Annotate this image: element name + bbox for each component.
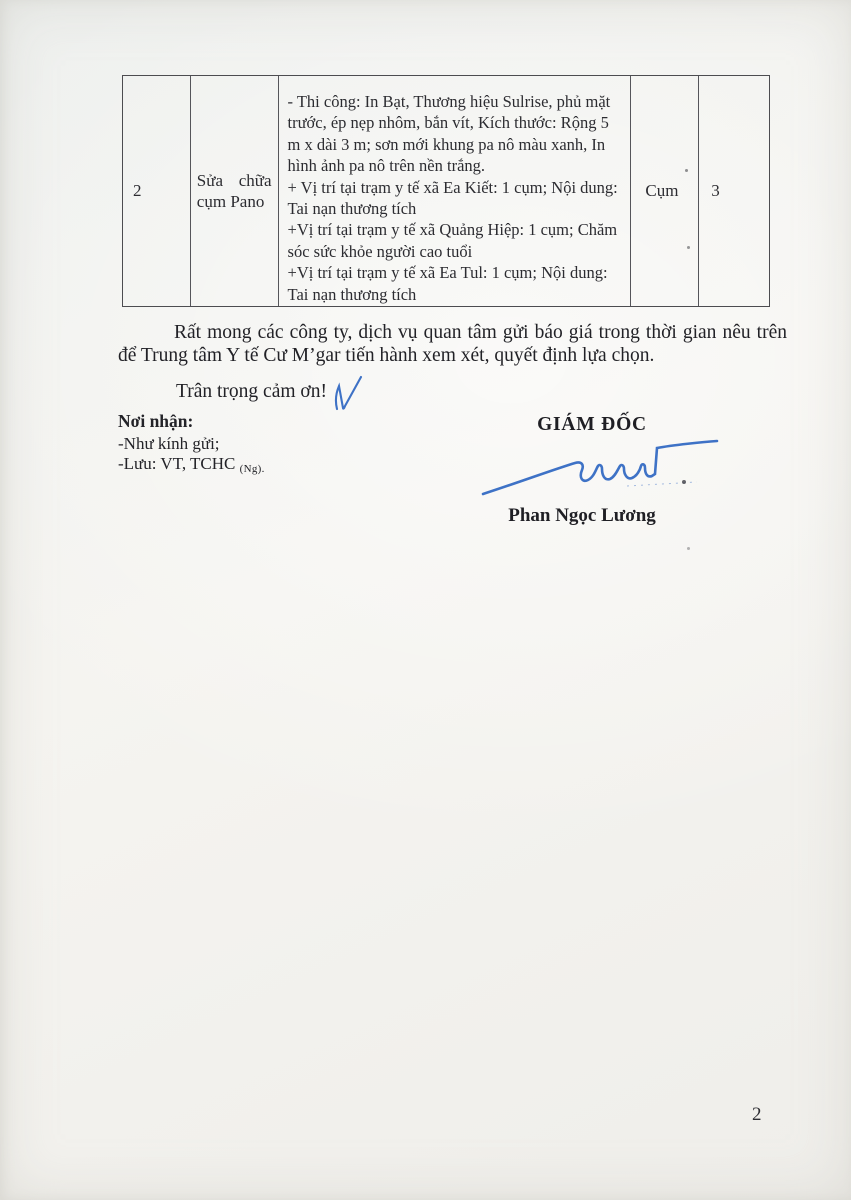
table-cell-unit [631, 76, 699, 306]
recipients-heading: Nơi nhận: [118, 411, 194, 431]
description-paragraph: + Vị trí tại trạm y tế xã Ea Kiết: 1 cụm; Nội dung: Tai nạn thương tích [287, 177, 618, 219]
scan-speckle [687, 246, 690, 249]
signer-name: Phan Ngọc Lương [508, 505, 656, 526]
description-paragraph: - Thi công: In Bạt, Thương hiệu Sulrise, phủ mặt trước, ép nẹp nhôm, bắn vít, Kích thước: Rộng 5 m x dài 3 m; sơn mới khung pa nô màu xanh, In hình ảnh pa nô trên nền trắng. [287, 92, 611, 176]
description-paragraph: +Vị trí tại trạm y tế xã Ea Tul: 1 cụm; Nội dung: Tai nạn thương tích [287, 263, 608, 304]
scan-speckle [682, 480, 686, 484]
ink-tick-icon [330, 373, 366, 419]
thanks-line: Trân trọng cảm ơn! [176, 381, 327, 402]
description-paragraph: +Vị trí tại trạm y tế xã Quảng Hiệp: 1 cụm; Chăm sóc sức khỏe người cao tuổi [287, 220, 618, 261]
recipients-line: -Như kính gửi; [118, 433, 220, 453]
table-cell-item [191, 76, 279, 306]
item-label: Sửa chữa cụm Pano [196, 171, 272, 211]
signature-ink [477, 436, 723, 500]
recipients-line-note: (Ng). [239, 463, 265, 475]
table-cell-description [279, 76, 632, 306]
recipients-block [118, 411, 265, 480]
scan-speckle [685, 169, 688, 172]
scan-speckle [687, 547, 690, 550]
table-cell-index [123, 76, 191, 306]
signer-title: GIÁM ĐỐC [537, 414, 647, 435]
quote-table [122, 75, 770, 307]
quantity-value: 3 [711, 181, 720, 200]
table-cell-quantity [699, 76, 769, 306]
recipients-line-text: -Lưu: VT, TCHC [118, 454, 236, 473]
page-number: 2 [752, 1104, 762, 1125]
unit-label: Cụm [645, 181, 679, 200]
recipients-line [118, 454, 265, 480]
closing-paragraph: Rất mong các công ty, dịch vụ quan tâm gửi báo giá trong thời gian nêu trên để Trung tâm Y tế Cư M’gar tiến hành xem xét, quyết định lựa chọn. [118, 322, 787, 366]
row-index: 2 [133, 181, 142, 200]
